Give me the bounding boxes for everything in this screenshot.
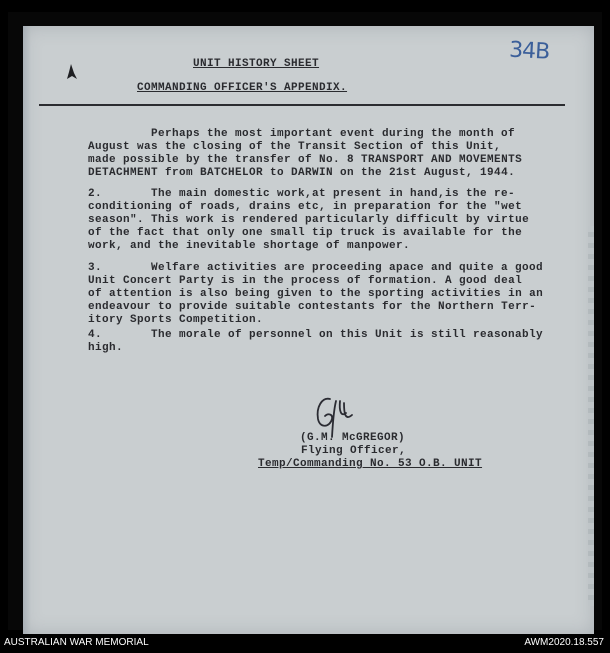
signature-title: Temp/Commanding No. 53 O.B. UNIT — [258, 458, 483, 470]
paragraph-2-line: The main domestic work,at present in hand,is the re- — [151, 188, 516, 200]
paragraph-2-line: season". This work is rendered particularly difficult by virtue — [88, 214, 530, 226]
paragraph-3-line: Unit Concert Party is in the process of formation. A good deal — [88, 275, 523, 287]
footer-institution: AUSTRALIAN WAR MEMORIAL — [4, 637, 149, 648]
paragraph-3-line: itory Sports Competition. — [88, 314, 264, 326]
paragraph-1-line: August was the closing of the Transit Section of this Unit, — [88, 141, 502, 153]
paragraph-2-line: work, and the inevitable shortage of manpower. — [88, 240, 411, 252]
footer-accession-number: AWM2020.18.557 — [524, 637, 604, 648]
paragraph-1-line: DETACHMENT from BATCHELOR to DARWIN on the 21st August, 1944. — [88, 167, 516, 179]
paragraph-2-number: 2. — [88, 188, 103, 200]
paragraph-1-line: made possible by the transfer of No. 8 TRANSPORT AND MOVEMENTS — [88, 154, 523, 166]
paragraph-4-number: 4. — [88, 329, 103, 341]
paragraph-4-line: high. — [88, 342, 124, 354]
heading-commanding-officers-appendix: COMMANDING OFFICER'S APPENDIX. — [137, 82, 348, 94]
paragraph-3-number: 3. — [88, 262, 103, 274]
signature-rank: Flying Officer, — [301, 445, 407, 457]
paragraph-2-line: of the fact that only one small tip truck is available for the — [88, 227, 523, 239]
paragraph-3-line: Welfare activities are proceeding apace and quite a good — [151, 262, 544, 274]
ink-mark-icon — [65, 64, 77, 80]
paragraph-4-line: The morale of personnel on this Unit is still reasonably — [151, 329, 544, 341]
paragraph-3-line: of attention is also being given to the sporting activities in an — [88, 288, 544, 300]
paragraph-3-line: endeavour to provide suitable contestants for the Northern Terr- — [88, 301, 537, 313]
signature-name: (G.M. McGREGOR) — [300, 432, 406, 444]
heading-rule — [39, 104, 565, 106]
torn-edge — [588, 226, 594, 606]
paragraph-1-line: Perhaps the most important event during the month of — [151, 128, 516, 140]
paragraph-2-line: conditioning of roads, drains etc, in preparation for the "wet — [88, 201, 523, 213]
archive-number: 34B — [508, 37, 550, 65]
heading-unit-history-sheet: UNIT HISTORY SHEET — [193, 58, 320, 70]
